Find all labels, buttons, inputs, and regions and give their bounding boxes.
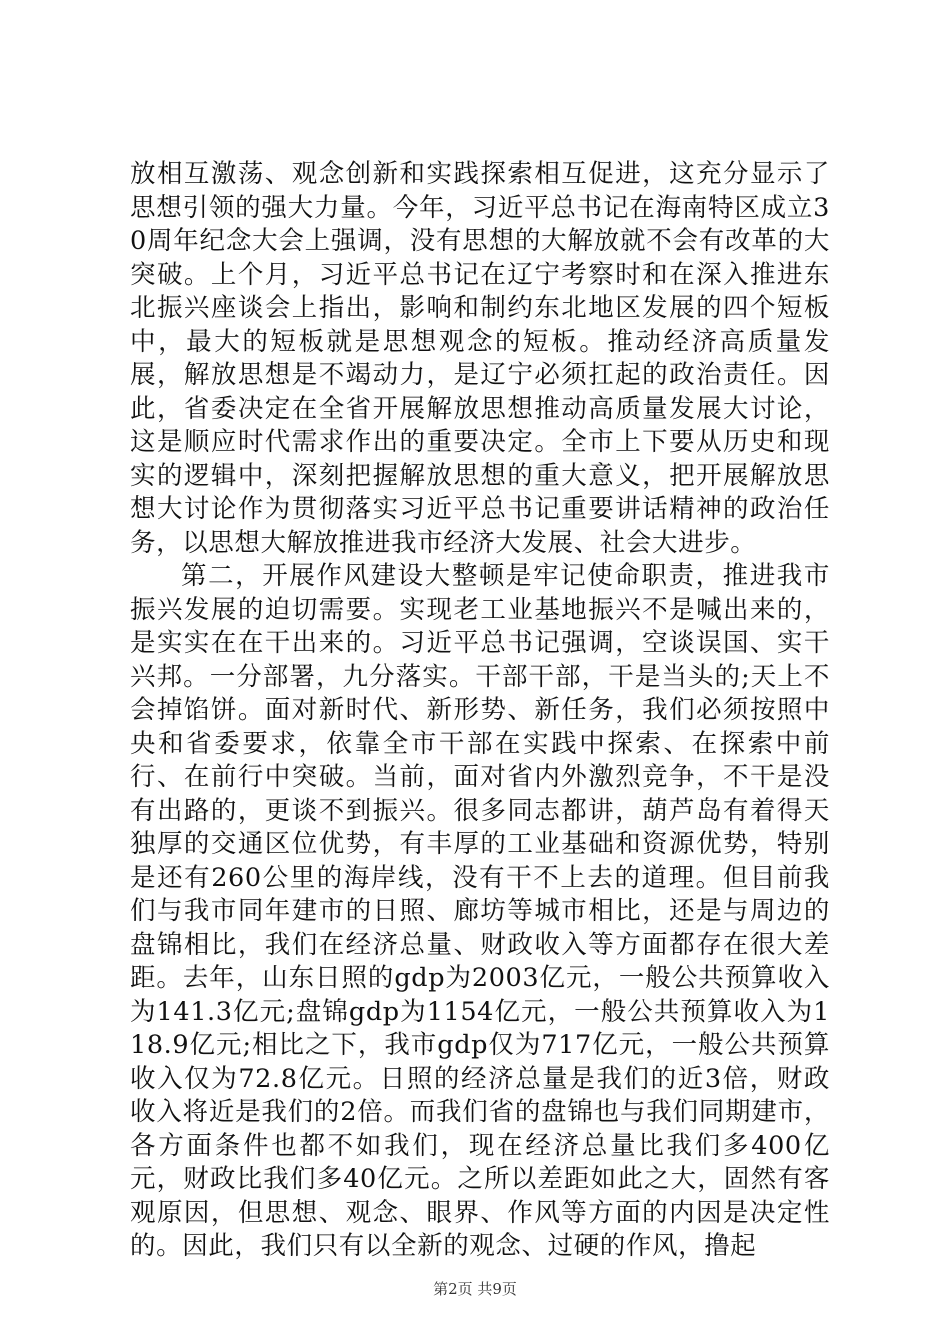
page-number-footer: 第2页 共9页 (433, 1280, 517, 1298)
paragraph-second-point: 第二，开展作风建设大整顿是牢记使命职责，推进我市振兴发展的迫切需要。实现老工业基地振兴不是喊出来的，是实实在在干出来的。习近平总书记强调，空谈误国、实干兴邦。一分部署，九分落实。干部干部，干是当头的;天上不会掉馅饼。面对新时代、新形势、新任务，我们必须按照中央和省委要求，依靠全市干部在实践中探索、在探索中前行、在前行中突破。当前，面对省内外激烈竞争，不干是没有出路的，更谈不到振兴。很多同志都讲，葫芦岛有着得天独厚的交通区位优势，有丰厚的工业基础和资源优势，特别是还有260公里的海岸线，没有干不上去的道理。但目前我们与我市同年建市的日照、廊坊等城市相比，还是与周边的盘锦相比，我们在经济总量、财政收入等方面都存在很大差距。去年，山东日照的gdp为2003亿元，一般公共预算收入为141.3亿元;盘锦gdp为1154亿元，一般公共预算收入为118.9亿元;相比之下，我市gdp仅为717亿元，一般公共预算收入仅为72.8亿元。日照的经济总量是我们的近3倍，财政收入将近是我们的2倍。而我们省的盘锦也与我们同期建市，各方面条件也都不如我们，现在经济总量比我们多400亿元，财政比我们多40亿元。之所以差距如此之大，固然有客观原因，但思想、观念、眼界、作风等方面的内因是决定性的。因此，我们只有以全新的观念、过硬的作风，撸起 (130, 561, 830, 1261)
document-body (130, 158, 830, 1264)
paragraph-continued: 放相互激荡、观念创新和实践探索相互促进，这充分显示了思想引领的强大力量。今年，习近平总书记在海南特区成立30周年纪念大会上强调，没有思想的大解放就不会有改革的大突破。上个月，习近平总书记在辽宁考察时和在深入推进东北振兴座谈会上指出，影响和制约东北地区发展的四个短板中，最大的短板就是思想观念的短板。推动经济高质量发展，解放思想是不竭动力，是辽宁必须扛起的政治责任。因此，省委决定在全省开展解放思想推动高质量发展大讨论，这是顺应时代需求作出的重要决定。全市上下要从历史和现实的逻辑中，深刻把握解放思想的重大意义，把开展解放思想大讨论作为贯彻落实习近平总书记重要讲话精神的政治任务，以思想大解放推进我市经济大发展、社会大进步。 (130, 159, 830, 558)
